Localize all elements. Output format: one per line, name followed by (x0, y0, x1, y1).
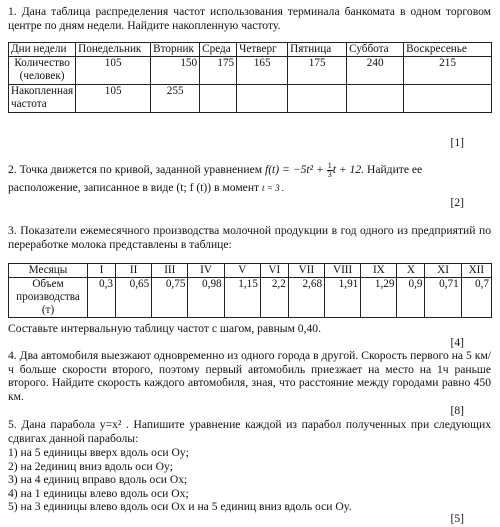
q1-text: 1. Дана таблица распределения частот использования терминала банкомата в одном торговом центре по дням недели. Найдите накопленную частоту. (8, 5, 491, 32)
q2-frac-den: 3 (327, 170, 332, 179)
q1-cumulative-row (9, 85, 492, 113)
q3-header-row (9, 264, 492, 278)
q5-list-item: 1) на 5 единицы вверх вдоль оси Oy; (8, 446, 189, 459)
q1-cell: 175 (200, 57, 237, 85)
q3-value: 0,75 (152, 278, 188, 318)
q3-month: VI (260, 264, 288, 278)
q3-score: [4] (450, 336, 464, 349)
q1-cell: 240 (347, 57, 404, 85)
q3-text: 3. Показатели ежемесячного производства молочной продукции в год одного из предприятий по переработке молока представлены в таблице: (8, 224, 491, 251)
q3-month: II (115, 264, 151, 278)
q3-table (8, 263, 492, 318)
q2-frac-num: 1 (327, 161, 332, 170)
q1-header-cell: Воскресенье (404, 43, 492, 57)
q3-value: 0,3 (88, 278, 116, 318)
q3-month: IV (188, 264, 224, 278)
q3-value: 0,65 (115, 278, 151, 318)
q1-cell: 175 (288, 57, 347, 85)
q5-list-item: 2) на 2единиц вниз вдоль оси Oy; (8, 459, 173, 473)
q1-cell: 105 (76, 85, 151, 113)
q1-header-row (9, 43, 492, 57)
q5-score: [5] (450, 512, 464, 525)
q5-text: 5. Дана парабола y=x² . Напишите уравнение каждой из парабол полученных при следующих сдвигах данной параболы: (8, 418, 491, 445)
q3-value: 0,98 (188, 278, 224, 318)
q2-lead: 2. Точка движется по кривой, заданной уравнением (8, 163, 263, 177)
q4-text: 4. Два автомобиля выезжают одновременно из одного города в другой. Скорость первого на 5 км/ч больше скорости второго, поэтому первый автомобиль приезжает на место на 1ч раньше второго. Найдите скорость каждого автомобиля, зная, что расстояние между городами равно 450 км. (8, 349, 491, 403)
q3-month: V (224, 264, 260, 278)
q1-header-cell: Понедельник (76, 43, 151, 57)
q3-month: X (397, 264, 425, 278)
q2-line2 (8, 181, 491, 196)
q3-value: 0,9 (397, 278, 425, 318)
q3-value: 0,71 (425, 278, 461, 318)
q3-value: 0,7 (461, 278, 491, 318)
q3-row-label: Объем производства (т) (9, 278, 88, 318)
q1-cell (237, 85, 288, 113)
q3-header-label: Месяцы (9, 264, 88, 278)
q1-header-cell: Пятница (288, 43, 347, 57)
q3-values-row (9, 278, 492, 318)
q3-month: IX (361, 264, 397, 278)
q5-list (8, 446, 491, 514)
q1-table (8, 42, 492, 113)
q5-list-item: 4) на 1 единицы влево вдоль оси Ox; (8, 486, 189, 500)
q5-list-item: 3) на 4 единиц вправо вдоль оси Ox; (8, 473, 188, 487)
q1-row-label: Количество (человек) (9, 57, 76, 85)
q2-tail: Найдите ее (366, 163, 423, 177)
q1-cell: 105 (76, 57, 151, 85)
q5-list-item: 5) на 3 единицы влево вдоль оси Ox и на 5 единиц вниз вдоль оси Oy. (8, 500, 352, 514)
q3-month: VII (288, 264, 324, 278)
q1-header-cell: Среда (200, 43, 237, 57)
q1-cell (404, 85, 492, 113)
q1-cell (200, 85, 237, 113)
q1-count-row (9, 57, 492, 85)
q3-month: XII (461, 264, 491, 278)
q1-header-cell: Суббота (347, 43, 404, 57)
q3-value: 2,68 (288, 278, 324, 318)
q4-score: [8] (450, 404, 464, 417)
q3-instruction: Составьте интервальную таблицу частот с шагом, равным 0,40. (8, 322, 321, 335)
q1-row-label: Накопленная частота (9, 85, 76, 113)
q2-formula-right: t + 12. (332, 163, 365, 177)
q3-value: 1,29 (361, 278, 397, 318)
q2-moment: t = 3 . (262, 183, 285, 193)
q1-cell: 255 (151, 85, 200, 113)
q2-score: [2] (450, 196, 464, 209)
q1-cell (288, 85, 347, 113)
q1-score: [1] (450, 136, 464, 149)
q3-value: 2,2 (260, 278, 288, 318)
q2-formula-left: f(t) = −5t² + (264, 163, 324, 177)
q1-header-cell: Вторник (151, 43, 200, 57)
q1-cell: 150 (151, 57, 200, 85)
q3-value: 1,15 (224, 278, 260, 318)
q3-value: 1,91 (325, 278, 361, 318)
q1-cell: 165 (237, 57, 288, 85)
q3-month: VIII (325, 264, 361, 278)
q3-month: XI (425, 264, 461, 278)
q1-cell (347, 85, 404, 113)
q1-header-cell: Четверг (237, 43, 288, 57)
q2-line1 (8, 162, 491, 179)
q1-header-cell: Дни недели (9, 43, 76, 57)
q3-month: I (88, 264, 116, 278)
q1-cell: 215 (404, 57, 492, 85)
q2-line2-text: расположение, записанное в виде (t; f (t)) в момент (8, 181, 260, 194)
q3-month: III (152, 264, 188, 278)
